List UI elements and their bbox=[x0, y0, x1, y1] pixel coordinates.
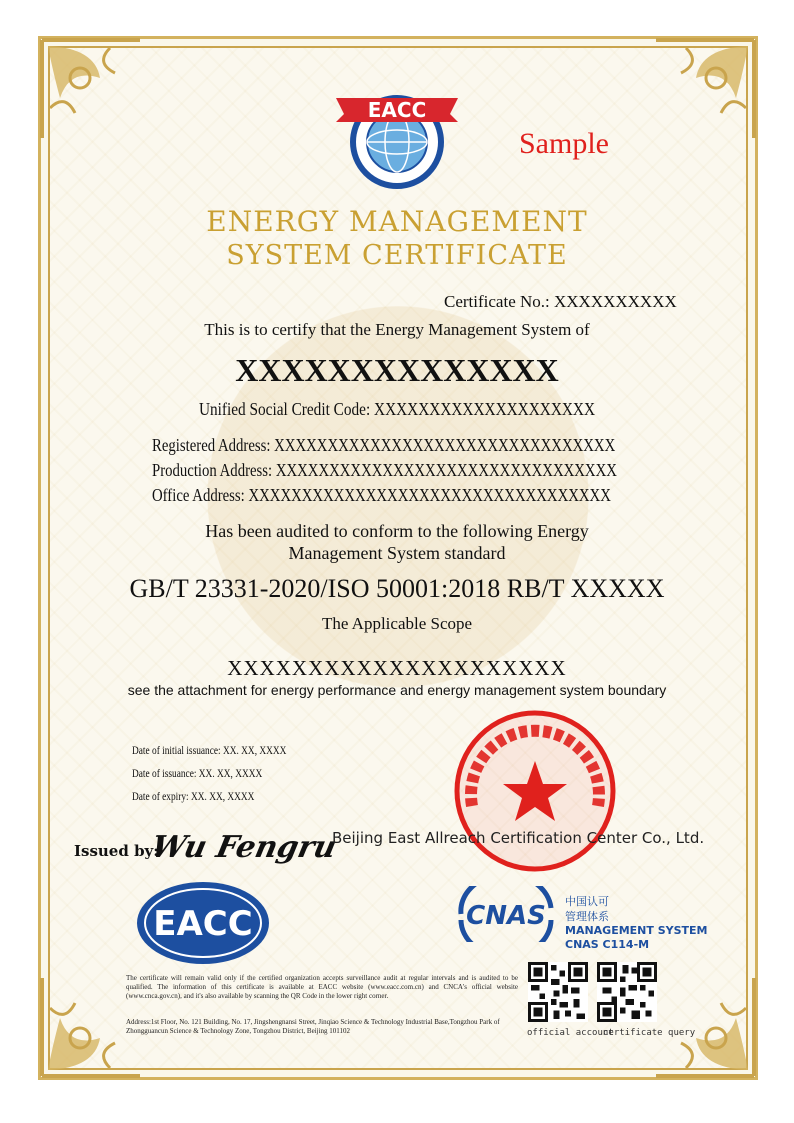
company-seal-icon bbox=[450, 706, 620, 876]
production-address: Production Address: XXXXXXXXXXXXXXXXXXXXXXXXXXXXXXXX bbox=[152, 460, 617, 480]
signature: Wu Fengru bbox=[148, 830, 340, 865]
audited-statement-line2: Management System standard bbox=[288, 543, 506, 563]
organization-name: XXXXXXXXXXXXXX bbox=[235, 352, 559, 388]
scope-label: The Applicable Scope bbox=[321, 614, 473, 633]
qr-label-certificate-query: certificate query bbox=[603, 1028, 696, 1038]
footer-address: Address:1st Floor, No. 121 Building, No. 17, Jingshengnansi Street, Jinqiao Science & Technology Industrial Base,Tongzhou Park of Zhongguancun Science & Technology Zone, Tongzhou District, Beijing 101102 bbox=[126, 1018, 500, 1035]
attachment-note: see the attachment for energy performance and energy management system boundary bbox=[127, 682, 667, 698]
eacc-logo-icon bbox=[330, 80, 464, 190]
certificate-number: Certificate No.: XXXXXXXXXX bbox=[444, 292, 677, 311]
registered-address: Registered Address: XXXXXXXXXXXXXXXXXXXXXXXXXXXXXXXX bbox=[152, 435, 616, 455]
cnas-logo-icon bbox=[455, 886, 557, 942]
certify-statement: This is to certify that the Energy Management System of bbox=[204, 320, 590, 339]
eacc-oval-logo-icon bbox=[135, 880, 271, 966]
cnas-cn-line2: 管理体系 bbox=[565, 910, 609, 923]
office-address: Office Address: XXXXXXXXXXXXXXXXXXXXXXXXXXXXXXXXXX bbox=[152, 485, 611, 505]
ornament-corner-top-right bbox=[646, 38, 756, 148]
certificate-title-line2: SYSTEM CERTIFICATE bbox=[226, 240, 568, 271]
certificate-title-line1: ENERGY MANAGEMENT bbox=[206, 205, 588, 238]
svg-text:EACC: EACC bbox=[367, 98, 427, 122]
issuing-company: Beijing East Allreach Certification Center Co., Ltd. bbox=[332, 829, 705, 847]
audited-statement-line1: Has been audited to conform to the following Energy bbox=[205, 521, 589, 541]
sample-watermark: Sample bbox=[519, 127, 609, 160]
ornament-corner-top-left bbox=[40, 38, 150, 148]
issued-by-label: Issued by: bbox=[74, 842, 159, 860]
standard-code: GB/T 23331-2020/ISO 50001:2018 RB/T XXXXX bbox=[129, 574, 665, 603]
footer-validity-note: The certificate will remain valid only if the certified organization accepts surveillance audit at regular intervals and is audited to be qualified. The information of this certificate is available at EACC website (www.eacc.com.cn) and CNCA's official website (www.cnca.gov.cn), and it's also available by scanning the QR Code in the lower right corner. bbox=[126, 974, 518, 1000]
credit-code: Unified Social Credit Code: XXXXXXXXXXXXXXXXXXXX bbox=[198, 399, 596, 419]
svg-text:EACC: EACC bbox=[153, 904, 253, 944]
cnas-en-line2: CNAS C114-M bbox=[565, 938, 650, 951]
date-expiry: Date of expiry: XX. XX, XXXX bbox=[132, 789, 255, 803]
svg-text:CNAS: CNAS bbox=[466, 901, 546, 931]
scope-value: XXXXXXXXXXXXXXXXXXXXX bbox=[227, 656, 567, 680]
qr-code-icon[interactable] bbox=[597, 962, 657, 1022]
ornament-corner-bottom-right bbox=[646, 968, 756, 1078]
qr-label-official-account: official account bbox=[527, 1028, 614, 1038]
cnas-cn-line1: 中国认可 bbox=[565, 895, 609, 908]
cnas-en-line1: MANAGEMENT SYSTEM bbox=[565, 924, 708, 937]
date-initial-issuance: Date of initial issuance: XX. XX, XXXX bbox=[132, 743, 287, 757]
date-issuance: Date of issuance: XX. XX, XXXX bbox=[132, 766, 263, 780]
qr-code-icon[interactable] bbox=[528, 962, 588, 1022]
